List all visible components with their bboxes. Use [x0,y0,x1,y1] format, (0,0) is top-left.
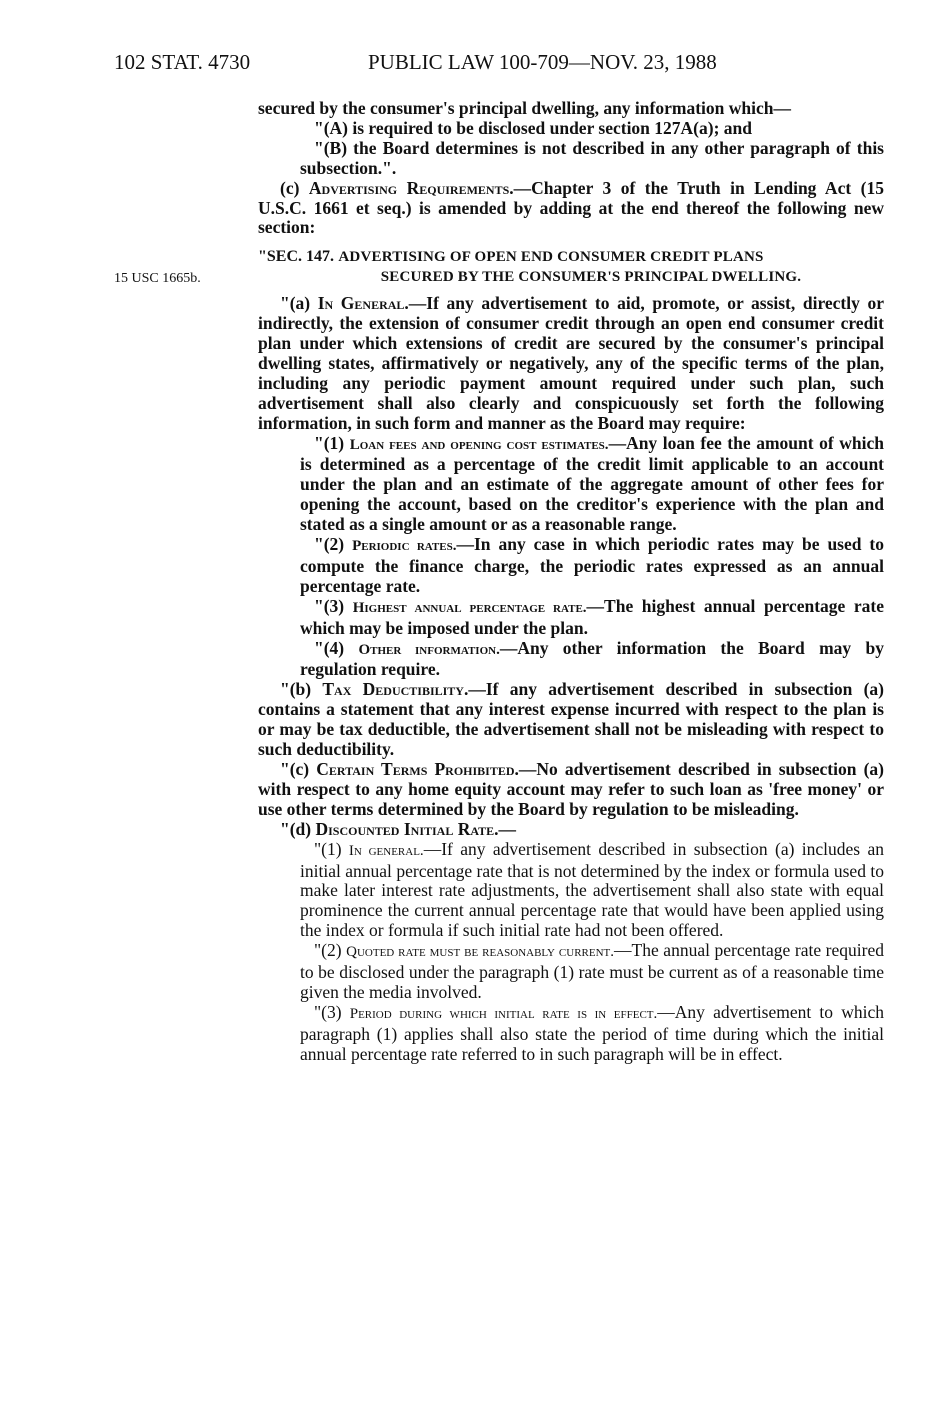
clause-B [300,139,884,179]
paragraph-a4-text: —Any other information the Board may by regulation require. [300,637,884,680]
paragraph-d1-heading: In general. [348,842,424,859]
subsection-c-amendment [258,179,884,239]
subsection-b-lead: "(b) [280,679,323,700]
paragraph-a3 [300,597,884,639]
subsection-c2-lead: "(c) [280,759,317,779]
subsection-b [258,680,884,760]
subsection-a-lead: "(a) [280,293,318,314]
paragraph-a3-heading: Highest annual percentage rate. [352,599,587,616]
subsection-a [258,294,884,433]
paragraph-d1 [300,840,884,942]
paragraph-d3-heading: Period during which initial rate is in effect. [349,1005,658,1022]
paragraph-d2-lead: "(2) [314,940,347,961]
subsection-c-text: —Chapter 3 of the Truth in Lending Act (15 U.S.C. 1661 et seq.) is amended by adding at the end thereof the following new section: [258,177,884,238]
paragraph-d3-lead: "(3) [314,1001,350,1022]
subsection-b-text: —If any advertisement described in subsection (a) contains a statement that any interest expense incurred with respect to the plan is or may be tax deductible, the advertisement shall not be misleading with respect to such deductibility. [258,679,884,760]
subsection-c-lead: (c) [280,177,309,198]
paragraph-d2 [300,941,884,1003]
paragraph-a2-heading: Periodic rates. [352,538,457,555]
paragraph-a1-heading: Loan fees and opening cost estimates. [349,436,609,453]
paragraph-a3-text: —The highest annual percentage rate which may be imposed under the plan. [300,595,884,638]
section-title-line2: SECURED BY THE CONSUMER'S PRINCIPAL DWELLING. [380,269,802,286]
paragraph-d2-heading: Quoted rate must be reasonably current. [346,944,615,961]
paragraph-a4-heading: Other information. [358,641,500,658]
clause-B-text: "(B) the Board determines is not described in any other paragraph of this subsection.". [300,137,884,178]
paragraph-a4-lead: "(4) [314,637,359,658]
subsection-d-lead: "(d) [280,818,316,839]
paragraph-a4 [300,639,884,681]
subsection-a-heading: In General. [317,293,409,314]
subsection-c2-text: —No advertisement described in subsection (a) with respect to any home equity account may refer to such loan as 'free money' or use other terms determined by the Board by regulation to be misleading. [258,759,884,819]
section-number: "SEC. 147. [258,248,335,266]
paragraph-a2-lead: "(2) [314,534,353,555]
subsection-c2-heading: Certain Terms Prohibited. [316,759,519,779]
running-header: PUBLIC LAW 100-709—NOV. 23, 1988 [368,50,717,74]
paragraph-d3-text: —Any advertisement to which paragraph (1) applies shall also state the period of time during which the initial annual percentage rate referred to in such paragraph will be in effect. [300,1001,884,1064]
margin-citation: 15 USC 1665b. [114,271,201,286]
statute-body [258,99,884,1065]
clause-A: "(A) is required to be disclosed under section 127A(a); and [314,117,752,138]
paragraph-a1-text: —Any loan fee the amount of which is determined as a percentage of the credit limit applicable to an account under the plan and an estimate of the aggregate amount of other fees for opening the account, based on the creditor's experience with the plan and stated as a single amount or as a reasonable range. [300,432,884,535]
subsection-c-heading: Advertising Requirements. [308,177,514,198]
subsection-a-text: —If any advertisement to aid, promote, or assist, directly or indirectly, the extension of consumer credit through an open end consumer credit plan under which extensions of credit are secured by the consumer's principal dwelling states, affirmatively or negatively, any of the specific terms of the plan, including any periodic payment amount required under such plan, such advertisement shall also clearly and conspicuously set forth the following information, in such form and manner as the Board may require: [258,293,884,433]
page-citation: 102 STAT. 4730 [114,50,251,74]
paragraph-a1 [300,434,884,536]
subsection-c [258,760,884,820]
paragraph-a1-lead: "(1) [314,432,350,453]
paragraph-a2 [300,535,884,597]
paragraph-d3 [300,1003,884,1065]
paragraph-secured: secured by the consumer's principal dwelling, any information which— [258,98,791,118]
paragraph-d1-lead: "(1) [314,838,349,859]
subsection-d [258,820,884,840]
section-title-line1: ADVERTISING OF OPEN END CONSUMER CREDIT PLANS [338,249,764,266]
paragraph-a3-lead: "(3) [314,595,353,616]
subsection-b-heading: Tax Deductibility. [322,679,469,700]
subsection-d-text: — [498,818,517,839]
subsection-d-heading: Discounted Initial Rate. [315,818,499,839]
paragraph-d1-text: —If any advertisement described in subsection (a) includes an initial annual percentage rate that is not determined by the index or formula used to make later interest rate adjustments, the advertisement shall also state with equal prominence the current annual percentage rate that would have been applied using the index or formula if such initial rate had not been offered. [300,838,884,941]
section-heading [258,246,884,288]
paragraph-a2-text: —In any case in which periodic rates may be used to compute the finance charge, the periodic rates expressed as an annual percentage rate. [300,534,885,596]
paragraph-d2-text: —The annual percentage rate required to be disclosed under the paragraph (1) rate must be current as of a reasonable time given the media involved. [300,940,884,1002]
